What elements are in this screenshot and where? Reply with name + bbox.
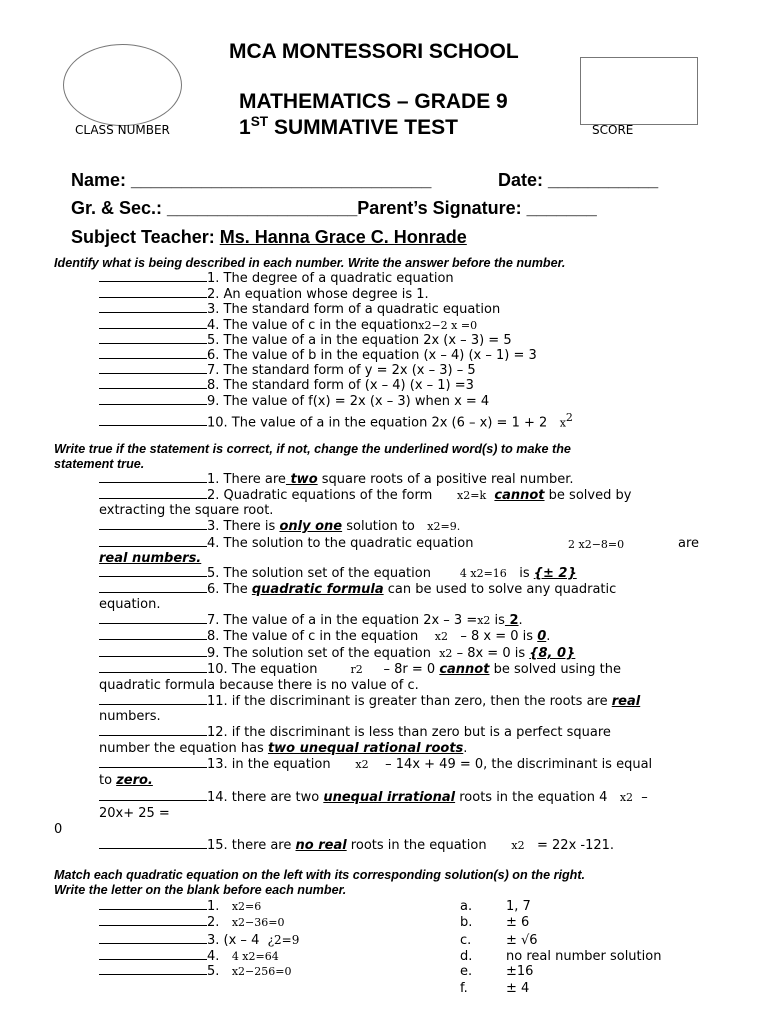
part2-item-14-cont: 20x+ 25 =	[99, 806, 170, 821]
part2-item-11-cont: numbers.	[99, 709, 161, 724]
match-right-letter: f.	[460, 981, 468, 996]
score-label: SCORE	[592, 123, 634, 137]
match-right-value: no real number solution	[506, 949, 662, 964]
match-left-item: 2. x2−36=0	[99, 915, 284, 930]
date-field: Date: ___________	[498, 170, 659, 190]
part2-item-11: 11. if the discriminant is greater than zero, then the roots are real	[99, 694, 640, 709]
part2-item-4: 4. The solution to the quadratic equation	[99, 536, 473, 551]
part2-item-13-cont: to zero.	[99, 773, 153, 788]
part2-item-4-math: 2 x2−8=0	[568, 538, 625, 551]
match-right-letter: c.	[460, 933, 472, 948]
part2-instruction-line2: statement true.	[54, 457, 145, 471]
match-right-value: 1, 7	[506, 899, 531, 914]
match-right-value: ±16	[506, 964, 534, 979]
match-right-letter: b.	[460, 915, 473, 930]
part2-item-14-zero: 0	[54, 822, 63, 837]
match-right-value: ± 4	[506, 981, 530, 996]
part1-item: 1. The degree of a quadratic equation	[99, 271, 454, 286]
part2-item-10: 10. The equation r2 – 8r = 0 cannot be solved using the	[99, 662, 621, 677]
part2-item-7: 7. The value of a in the equation 2x – 3 =x2 is 2.	[99, 613, 523, 628]
match-left-item: 3. (x – 4 ¿2=9	[99, 933, 299, 948]
part2-item-8: 8. The value of c in the equation x2 – 8 x = 0 is 0.	[99, 629, 550, 644]
part1-item: 8. The standard form of (x – 4) (x – 1) =3	[99, 378, 474, 393]
part2-item-5: 5. The solution set of the equation 4 x2=16 is {± 2}	[99, 566, 577, 581]
part1-instruction: Identify what is being described in each number. Write the answer before the number.	[54, 256, 566, 270]
part2-item-1: 1. There are two square roots of a positive real number.	[99, 472, 573, 487]
grade-section-field: Gr. & Sec.: ___________________Parent’s Signature: _______	[71, 198, 597, 218]
match-left-item: 5. x2−256=0	[99, 964, 291, 979]
part2-item-3: 3. There is only one solution to x2=9.	[99, 519, 460, 534]
subject-teacher-field: Subject Teacher: Ms. Hanna Grace C. Honrade	[71, 227, 467, 247]
match-right-letter: d.	[460, 949, 473, 964]
match-right-letter: a.	[460, 899, 473, 914]
match-right-value: ± √6	[506, 933, 538, 948]
part1-item: 2. An equation whose degree is 1.	[99, 287, 429, 302]
part2-item-12: 12. if the discriminant is less than zero but is a perfect square	[99, 725, 611, 740]
class-number-label: CLASS NUMBER	[75, 123, 170, 137]
subject-title: MATHEMATICS – GRADE 9	[239, 90, 508, 113]
part1-item: 7. The standard form of y = 2x (x – 3) – 5	[99, 363, 476, 378]
name-field: Name: ______________________________	[71, 170, 432, 190]
part1-item: 5. The value of a in the equation 2x (x – 3) = 5	[99, 333, 512, 348]
part2-item-2: 2. Quadratic equations of the form x2=k cannot be solved by	[99, 488, 631, 503]
class-number-circle	[63, 44, 182, 126]
part1-item: 4. The value of c in the equationx2−2 x =0	[99, 318, 477, 333]
part3-instruction-line2: Write the letter on the blank before each number.	[54, 883, 347, 897]
part2-item-14: 14. there are two unequal irrational roots in the equation 4 x2 –	[99, 790, 648, 805]
part2-instruction-line1: Write true if the statement is correct, if not, change the underlined word(s) to make the	[54, 442, 571, 456]
school-name: MCA MONTESSORI SCHOOL	[229, 40, 519, 63]
part2-item-15: 15. there are no real roots in the equation x2 = 22x -121.	[99, 838, 614, 853]
part2-item-10-cont: quadratic formula because there is no value of c.	[99, 678, 419, 693]
match-right-value: ± 6	[506, 915, 530, 930]
part2-item-6: 6. The quadratic formula can be used to solve any quadratic	[99, 582, 616, 597]
part2-item-9: 9. The solution set of the equation x2 – 8x = 0 is {8, 0}	[99, 646, 575, 661]
part1-item: 3. The standard form of a quadratic equation	[99, 302, 500, 317]
part2-item-12-cont: number the equation has two unequal rational roots.	[99, 741, 468, 756]
part2-item-6-cont: equation.	[99, 597, 161, 612]
part1-item: 10. The value of a in the equation 2x (6 – x) = 1 + 2 $x^2$	[99, 410, 573, 430]
part2-item-4-cont: real numbers.	[99, 551, 202, 566]
match-right-letter: e.	[460, 964, 473, 979]
match-left-item: 4. 4 x2=64	[99, 949, 279, 964]
part2-item-13: 13. in the equation x2 – 14x + 49 = 0, the discriminant is equal	[99, 757, 652, 772]
part3-instruction-line1: Match each quadratic equation on the left with its corresponding solution(s) on the right.	[54, 868, 586, 882]
part1-item: 6. The value of b in the equation (x – 4) (x – 1) = 3	[99, 348, 537, 363]
part2-item-4-are: are	[678, 536, 700, 551]
match-left-item: 1. x2=6	[99, 899, 261, 914]
test-title: 1ST SUMMATIVE TEST	[239, 114, 458, 139]
part1-item: 9. The value of f(x) = 2x (x – 3) when x = 4	[99, 394, 489, 409]
part2-item-2-cont: extracting the square root.	[99, 503, 274, 518]
score-box	[580, 57, 698, 125]
